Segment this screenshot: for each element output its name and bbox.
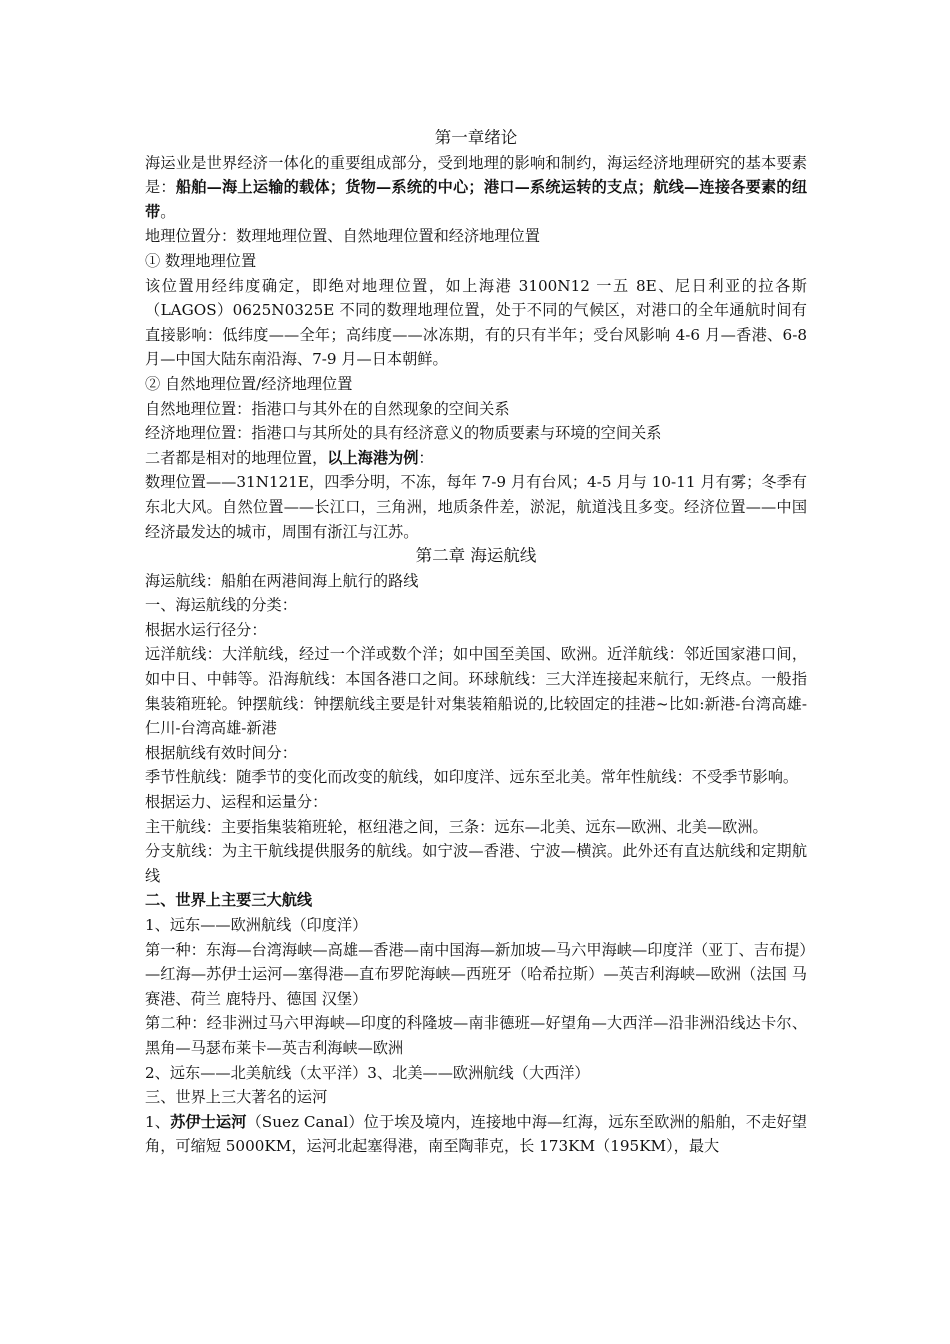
ch1-intro-end: 。 [160,202,176,221]
ch1-intro-text: 海运业是世界经济一体化的重要组成部分，受到地理的影响和制约，海运经济地理研究的基本要素是： [145,153,807,197]
document-body [145,126,807,1159]
ch1-intro-bold: 船舶—海上运输的载体；货物—系统的中心；港口—系统运转的支点；航线—连接各要素的纽带 [145,178,808,221]
ch1-item1-body: 该位置用经纬度确定，即绝对地理位置，如上海港 3100N12 一五 8E、尼日利亚的拉各斯（LAGOS）0625N0325E 不同的数理地理位置，处于不同的气候区，对港口的全年通航时间有直接影响：低纬度——全年；高纬度——冰冻期，有的只有半年；受台风影响 4-6 月—香港、6-8 月—中国大陆东南沿海、7-9 月—日本朝鲜。 [145,276,807,369]
ch2-by-distance: 根据水运行径分： [145,620,267,639]
ch2-def: 海运航线：船舶在两港间海上航行的路线 [145,571,419,590]
ch2-s3-title: 三、世界上三大著名的运河 [145,1088,328,1107]
ch1-relative-bold: 以上海港为例 [327,448,419,467]
ch2-route1-first: 第一种：东海—台湾海峡—高雄—香港—南中国海—新加坡—马六甲海峡—印度洋（亚丁、吉布提）—红海—苏伊士运河—塞得港—直布罗陀海峡—西班牙（哈希拉斯）—英吉利海峡—欧洲（法国 马赛港、荷兰 鹿特丹、德国 汉堡） [145,940,807,1008]
ch2-by-time: 根据航线有效时间分： [145,743,297,762]
ch2-canal1-paragraph [145,1110,807,1159]
ch1-item2-title: ② 自然地理位置/经济地理位置 [145,374,353,393]
chapter-1-title: 第一章绪论 [434,128,518,147]
ch1-economic-def: 经济地理位置：指港口与其所处的具有经济意义的物质要素与环境的空间关系 [145,424,662,443]
ch2-s2-title [145,888,807,913]
ch2-route1-title: 1、远东——欧洲航线（印度洋） [145,916,368,934]
ch1-geo-types: 地理位置分：数理地理位置、自然地理位置和经济地理位置 [145,227,540,246]
ch1-intro-paragraph [145,151,807,225]
ch2-distance-body: 远洋航线：大洋航线，经过一个洋或数个洋；如中国至美国、欧洲。近洋航线：邻近国家港口间，如中日、中韩等。沿海航线：本国各港口之间。环球航线：三大洋连接起来航行，无终点。一般指集装箱班轮。钟摆航线：钟摆航线主要是针对集装箱船说的,比较固定的挂港~比如:新港-台湾高雄-仁川-台湾高雄-新港 [145,645,807,738]
ch1-relative-paragraph [145,446,807,471]
ch2-canal1-body: （Suez Canal）位于埃及境内，连接地中海—红海，远东至欧洲的船舶，不走好望角，可缩短 5000KM，运河北起塞得港，南至陶菲克，长 173KM（195KM），最大 [145,1112,807,1156]
ch1-item1-title: ① 数理地理位置 [145,251,257,270]
ch2-trunk-body: 主干航线：主要指集装箱班轮，枢纽港之间，三条：远东—北美、远东—欧洲、北美—欧洲。 [145,817,768,836]
ch2-canal1-prefix: 1、 [145,1112,171,1131]
ch2-s2-title-bold: 二、世界上主要三大航线 [145,891,313,910]
ch2-canal1-bold: 苏伊士运河 [170,1112,247,1131]
ch1-relative-suffix: ： [418,448,434,467]
ch2-time-body: 季节性航线：随季节的变化而改变的航线，如印度洋、远东至北美。常年性航线：不受季节影响。 [145,768,799,787]
ch1-shanghai-example: 数理位置——31N121E，四季分明，不冻，每年 7-9 月有台风；4-5 月与 10-11 月有雾；冬季有东北大风。自然位置——长江口，三角洲，地质条件差，淤泥，航道浅且多变。经济位置——中国经济最发达的城市，周围有浙江与江苏。 [145,473,807,541]
ch2-branch-body: 分支航线：为主干航线提供服务的航线。如宁波—香港、宁波—横滨。此外还有直达航线和定期航线 [145,842,807,885]
ch2-by-capacity: 根据运力、运程和运量分： [145,793,328,812]
ch2-s1-title: 一、海运航线的分类： [145,596,297,615]
ch1-natural-def: 自然地理位置：指港口与其外在的自然现象的空间关系 [145,399,510,418]
ch2-route1-second: 第二种：经非洲过马六甲海峡—印度的科隆坡—南非德班—好望角—大西洋—沿非洲沿线达卡尔、黑角—马瑟布莱卡—英吉利海峡—欧洲 [145,1014,807,1057]
ch1-relative-prefix: 二者都是相对的地理位置， [145,448,328,467]
ch2-route2-3: 2、远东——北美航线（太平洋）3、北美——欧洲航线（大西洋） [145,1063,590,1082]
chapter-2-title: 第二章 海运航线 [415,546,537,566]
